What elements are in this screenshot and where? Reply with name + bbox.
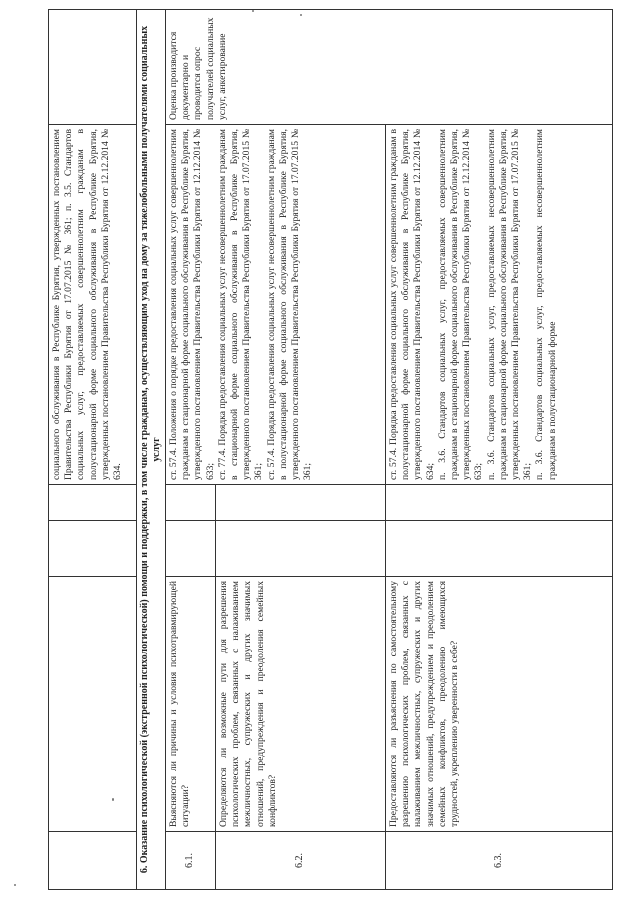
legal-paragraph: ст. 57.4. Порядка предоставления социальных услуг несовершеннолетним гражданам в полустационарной форме социального обслуживания в Республике Бурятия, утвержденного постановлением Правительства Республики Бурятия от 17.07.2015 № 361; bbox=[265, 129, 314, 480]
legal-paragraph: ст. 57.4. Положения о порядке предоставления социальных услуг совершеннолетним гражданам в стационарной форме социального обслуживания в Республике Бурятия, утвержденного постановлением Правительства Республики Бурятия от 12.12.2014 № 633; bbox=[168, 129, 216, 480]
row-question: Предоставляются ли разъяснения по самостоятельному разрешению психологических проблем, связанных с налаживанием межличностных, супружеских и других значимых отношений, предупреждением и преодолением семейных конфликтов, преодолению имеющихся трудностей, укреплению уверенности в себе? bbox=[386, 577, 613, 832]
cell-empty bbox=[49, 577, 137, 832]
scan-speck bbox=[300, 14, 302, 16]
cell-empty bbox=[49, 832, 137, 890]
cell-empty bbox=[216, 521, 386, 577]
row-question: Выясняются ли причины и условия психотравмирующей ситуации? bbox=[166, 577, 216, 832]
table-row bbox=[386, 10, 613, 890]
assessment-method: Оценка производится документарно и проводится опрос получателей социальных услуг, анкетирование bbox=[166, 10, 613, 125]
cell-empty bbox=[386, 485, 613, 521]
legal-paragraph: ст. 77.4. Порядка предоставления социальных услуг несовершеннолетним гражданам в стационарной форме социального обслуживания в Республике Бурятия, утвержденного постановлением Правительства Республики Бурятия от 17.07.2015 № 361; bbox=[216, 129, 265, 480]
cell-empty bbox=[49, 485, 137, 521]
cell-empty bbox=[166, 521, 216, 577]
legal-paragraph: п. 3.6. Стандартов социальных услуг, предоставляемых совершеннолетним гражданам в стационарной форме социального обслуживания в Республике Бурятия, утвержденных постановлением Правительства Республики Бурятия от 12.12.2014 № 633; bbox=[436, 129, 485, 480]
row-question: Определяются ли возможные пути для разрешения психологических проблем, связанных с налаживанием межличностных, супружеских и других значимых отношений, предупреждения и преодоления семейных конфликтов? bbox=[216, 577, 386, 832]
continuation-row bbox=[49, 10, 137, 890]
legal-paragraph: п. 3.6. Стандартов социальных услуг, предоставляемых несовершеннолетним гражданам в полустационарной форме bbox=[534, 129, 558, 480]
cell-empty bbox=[386, 521, 613, 577]
cell-empty bbox=[49, 10, 137, 125]
cell-empty bbox=[216, 485, 386, 521]
checklist-table bbox=[48, 9, 613, 890]
scan-speck bbox=[14, 884, 16, 886]
scan-speck bbox=[252, 10, 254, 12]
legal-paragraph: п. 3.6. Стандартов социальных услуг, предоставляемых несовершеннолетним гражданам в стационарной форме социального обслуживания в Республике Бурятия, утвержденных постановлением Правительства Республики Бурятия от 17.07.2015 № 361; bbox=[485, 129, 534, 480]
table-row bbox=[166, 10, 216, 890]
section-heading-row bbox=[137, 10, 166, 890]
row-number: 6.1. bbox=[166, 832, 216, 890]
cell-empty bbox=[49, 521, 137, 577]
row-legal-text bbox=[386, 125, 613, 485]
row-number: 6.3. bbox=[386, 832, 613, 890]
legal-paragraph: ст. 57.4. Порядка предоставления социальных услуг совершеннолетним гражданам в полустационарной форме социального обслуживания в Республике Бурятия, утвержденного постановлением Правительства Республики Бурятия от 12.12.2014 № 634; bbox=[388, 129, 436, 480]
rotated-document bbox=[48, 10, 613, 890]
row-legal-text bbox=[166, 125, 386, 485]
scan-speck bbox=[112, 798, 114, 801]
section-heading: 6. Оказание психологической (экстренной психологической) помощи и поддержки, в том числе гражданам, осуществляющим уход на дому за тяжелобольными получателями социальных услуг bbox=[137, 10, 166, 890]
continuation-legal-text: социального обслуживания в Республике Бурятия, утвержденных постановлением Правительства Республики Бурятия от 17.07.2015 № 361; п. 3.5. Стандартов социальных услуг, предоставляемых совершеннолетним гражданам в полустационарной форме социального обслуживания в Республике Бурятия, утвержденных постановлением Правительства Республики Бурятия от 12.12.2014 № 634. bbox=[49, 125, 137, 485]
cell-empty bbox=[166, 485, 216, 521]
row-number: 6.2. bbox=[216, 832, 386, 890]
